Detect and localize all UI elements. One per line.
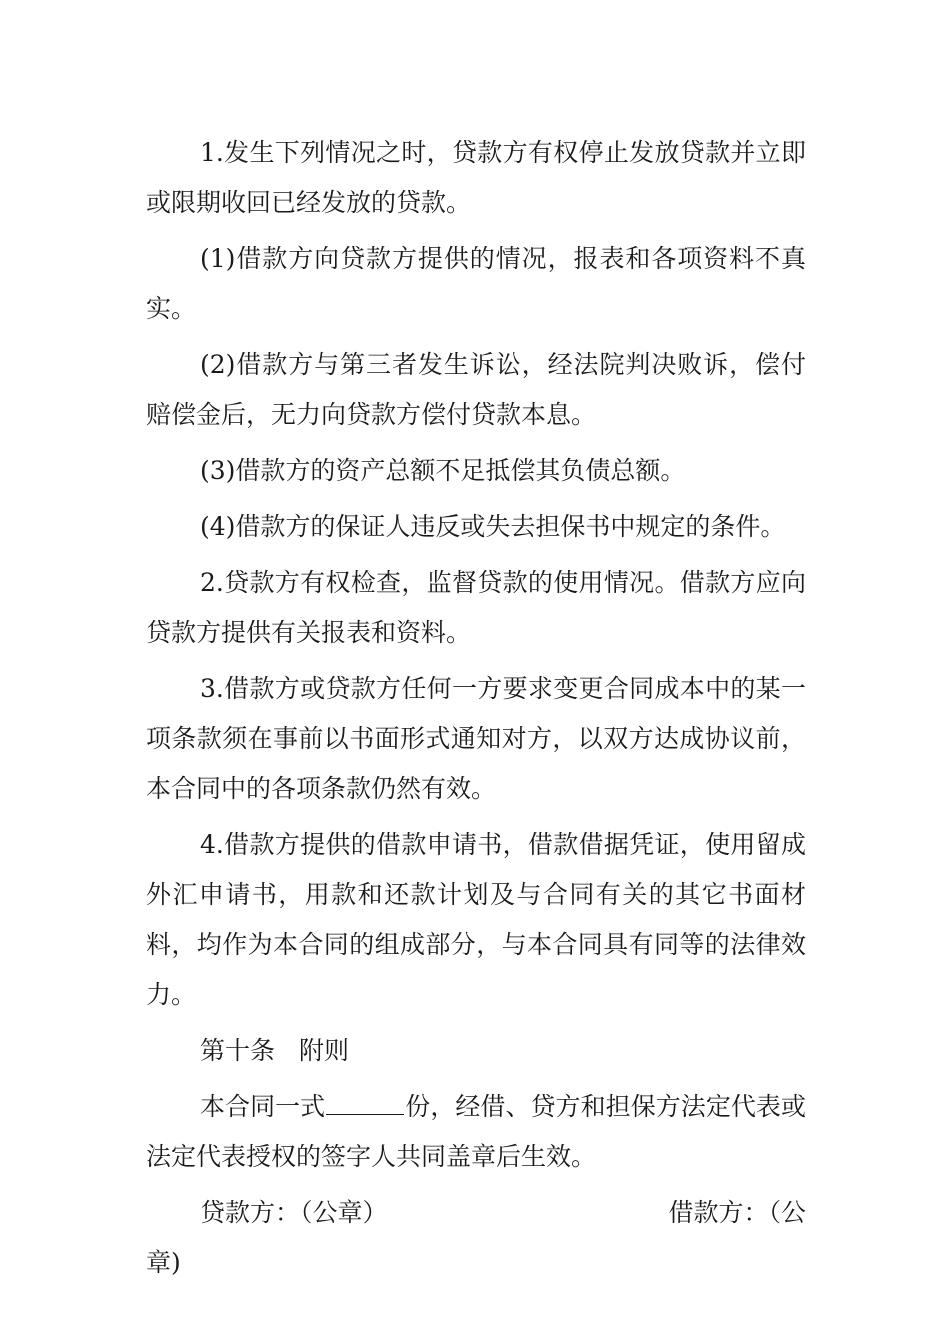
document-page <box>146 128 806 1288</box>
closing-text-start: 本合同一式 <box>200 1092 326 1121</box>
signature-continuation: 章) <box>146 1248 181 1277</box>
signature-row <box>146 1188 806 1238</box>
clause-1-item-2: (2)借款方与第三者发生诉讼，经法院判决败诉，偿付赔偿金后，无力向贷款方偿付贷款本息。 <box>146 350 806 429</box>
article-heading <box>146 1026 806 1076</box>
clause-3: 3.借款方或贷款方任何一方要求变更合同成本中的某一项条款须在事前以书面形式通知对方，以双方达成协议前，本合同中的各项条款仍然有效。 <box>146 674 806 803</box>
clause-1-item-1: (1)借款方向贷款方提供的情况，报表和各项资料不真实。 <box>146 244 806 323</box>
clause-2: 2.贷款方有权检查，监督贷款的使用情况。借款方应向贷款方提供有关报表和资料。 <box>146 568 806 647</box>
clause-1-item-4: (4)借款方的保证人违反或失去担保书中规定的条件。 <box>200 512 786 541</box>
article-title: 附则 <box>299 1036 350 1065</box>
copies-blank <box>326 1094 404 1115</box>
borrower-seal-label: 借款方：（公 <box>668 1198 806 1227</box>
article-number: 第十条 <box>200 1036 276 1065</box>
clause-4: 4.借款方提供的借款申请书，借款借据凭证，使用留成外汇申请书，用款和还款计划及与合同有关的其它书面材料，均作为本合同的组成部分，与本合同具有同等的法律效力。 <box>146 830 806 1009</box>
closing-text-end: 份，经借、贷方和担保方法定代表或法定代表授权的签字人共同盖章后生效。 <box>146 1092 806 1171</box>
clause-1: 1.发生下列情况之时，贷款方有权停止发放贷款并立即或限期收回已经发放的贷款。 <box>146 138 806 217</box>
closing-paragraph <box>146 1082 806 1182</box>
lender-seal-label: 贷款方：（公章） <box>200 1198 388 1227</box>
clause-1-item-3: (3)借款方的资产总额不足抵偿其负债总额。 <box>200 456 686 485</box>
